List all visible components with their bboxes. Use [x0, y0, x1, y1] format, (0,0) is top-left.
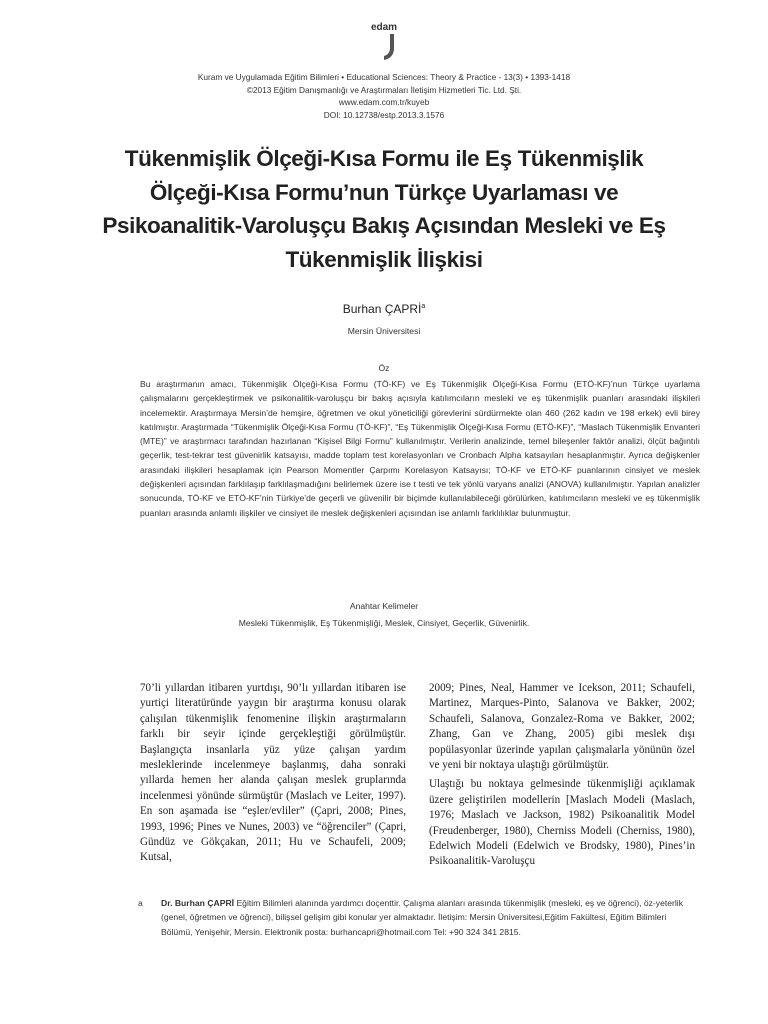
- footnote-author: Dr. Burhan ÇAPRİ: [161, 898, 235, 908]
- body-column-left: [140, 681, 406, 866]
- title-line: Tükenmişlik Ölçeği-Kısa Formu ile Eş Tükenmişlik: [124, 146, 644, 171]
- keywords-text: Mesleki Tükenmişlik, Eş Tükenmişliği, Meslek, Cinsiyet, Geçerlik, Güvenirlik.: [238, 618, 530, 628]
- author-footnote: [140, 896, 700, 939]
- footnote-text: Eğitim Bilimleri alanında yardımcı doçenttir. Çalışma alanları arasında tükenmişlik (mesleki, eş ve öğrenci), öz-yeterlik (genel, öğretmen ve öğrenci), bilişsel gelişim gibi konular yer almaktadır. İletişim: Mersin Üniversitesi,Eğitim Fakültesi, Eğitim Bilimleri Bölümü, Yenişehir, Mersin. Elektronik posta: burhancapri@hotmail.com Tel: +90 324 341 2815.: [161, 898, 684, 937]
- author-footnote-mark: a: [421, 303, 426, 310]
- body-column-right: [429, 681, 695, 870]
- journal-citation: Kuram ve Uygulamada Eğitim Bilimleri • Educational Sciences: Theory & Practice - 13(3) • 1393-1418: [197, 72, 571, 82]
- journal-header: [0, 71, 768, 121]
- abstract-text: Bu araştırmanın amacı, Tükenmişlik Ölçeği-Kısa Formu (TÖ-KF) ve Eş Tükenmişlik Ölçeği-Kısa Formu (ETÖ-KF)’nun Türkçe uyarlama çalışmalarını gerçekleştirmek ve psikonalitik-varoluşçu bir bakış açısıyla katılımcıların mesleki ve eş tükenmişlik puanları arasındaki ilişkileri incelemektir. Araştırmaya Mersin’de hemşire, öğretmen ve okul yöneticiliği görevlerini sürdürmekte olan 460 (262 kadın ve 198 erkek) evli birey katılmıştır. Araştırmada “Tükenmişlik Ölçeği-Kısa Formu (TÖ-KF)”, “Eş Tükenmişlik Ölçeği-Kısa Formu (ETÖ-KF)”, “Maslach Tükenmişlik Envanteri (MTE)” ve araştırmacı tarafından hazırlanan “Kişisel Bilgi Formu” kullanılmıştır. Verilerin analizinde, temel bileşenler faktör analizi, ölçüt bağıntılı geçerlik, test-tekrar test güvenirlik katsayısı, madde toplam test korelasyonları ve Cronbach Alpha katsayıları hesaplanmıştır. Ayrıca değişkenler arasındaki ilişkileri hesaplamak için Pearson Momentler Çarpımı Korelasyon Katsayısı; TÖ-KF ve ETÖ-KF puanlarının cinsiyet ve meslek değişkenleri açısından farklılaşıp farklılaşmadığını belirlemek üzere ise t testi ve tek yönlü varyans analizi (ANOVA) kullanılmıştır. Yapılan analizler sonucunda, TÖ-KF ve ETÖ-KF’nin Türkiye’de geçerli ve güvenilir bir biçimde kullanılabileceği görülürken, katılımcıların mesleki ve eş tükenmişlik puanları arasında anlamlı ilişkiler ve cinsiyet ile meslek değişkenleri açısından ise anlamlı farklılıklar bulunmuştur.: [140, 379, 700, 518]
- author-affiliation: Mersin Üniversitesi: [347, 326, 421, 336]
- title-line: Tükenmişlik İlişkisi: [285, 246, 483, 272]
- author-line: [0, 302, 768, 316]
- footnote-body: [161, 896, 700, 939]
- body-paragraph: 2009; Pines, Neal, Hammer ve Icekson, 2011; Schaufeli, Martinez, Marques-Pinto, Salanova ve Bakker, 2002; Schaufeli, Salanova, Gonzalez-Roma ve Bakker, 2002; Zhang, Gan ve Zhang, 2005) gibi meslek dışı popülasyonlar üzerinde yapılan çalışmalarla yönünün özel ve yeni bir noktaya ulaştığı görülmüştür.: [429, 682, 695, 772]
- logo-text: edam: [370, 22, 398, 33]
- body-paragraph: 70’li yıllardan itibaren yurtdışı, 90’lı yıllardan itibaren ise yurtiçi literatüründe yaygın bir araştırma konusu olarak çalışılan tükenmişlik fenomenine ilişkin araştırmaların farklı bir seyir içinde gerçekleştiği görülmüştür. Başlangıçta insanlarla yüz yüze çalışan yardım mesleklerinde incelenmeye başlanmış, daha sonraki yıllarda hemen her alanda çalışan meslek gruplarında incelenmesi yönünde sürmüştür (Maslach ve Leiter, 1997). En son aşamada ise “eşler/evliler” (Çapri, 2008; Pines, 1993, 1996; Pines ve Nunes, 2003) ve “öğrenciler” (Çapri, Gündüz ve Gökçakan, 2011; Hu ve Schaufeli, 2009; Kutsal,: [140, 682, 406, 864]
- footnote-mark: a: [138, 898, 143, 908]
- publisher-logo: [0, 22, 768, 62]
- title-line: Psikoanalitik-Varoluşçu Bakış Açısından Mesleki ve Eş: [102, 213, 666, 238]
- body-paragraph: Ulaştığı bu noktaya gelmesinde tükenmişliği açıklamak üzere geliştirilen modellerin [Maslach Modeli (Maslach, 1976; Maslach ve Jackson, 1982) Psikoanalitik Model (Freudenberger, 1980), Cherniss Modeli (Cherniss, 1980), Edelwich Modeli (Edelwich ve Brodsky, 1980), Pines’in Psikoanalitik-Varoluşçu: [429, 778, 695, 868]
- abstract-heading: Öz: [378, 363, 390, 373]
- doi[interactable]: DOI: 10.12738/estp.2013.3.1576: [323, 109, 445, 120]
- journal-url[interactable]: www.edam.com.tr/kuyeb: [338, 97, 430, 107]
- copyright-line: ©2013 Eğitim Danışmanlığı ve Araştırmaları İletişim Hizmetleri Tic. Ltd. Şti.: [246, 84, 522, 95]
- article-title: [100, 142, 668, 276]
- title-line: Ölçeği-Kısa Formu’nun Türkçe Uyarlaması ve: [149, 179, 619, 205]
- author-name: Burhan ÇAPRİ: [342, 302, 422, 316]
- keywords-heading: Anahtar Kelimeler: [349, 601, 419, 611]
